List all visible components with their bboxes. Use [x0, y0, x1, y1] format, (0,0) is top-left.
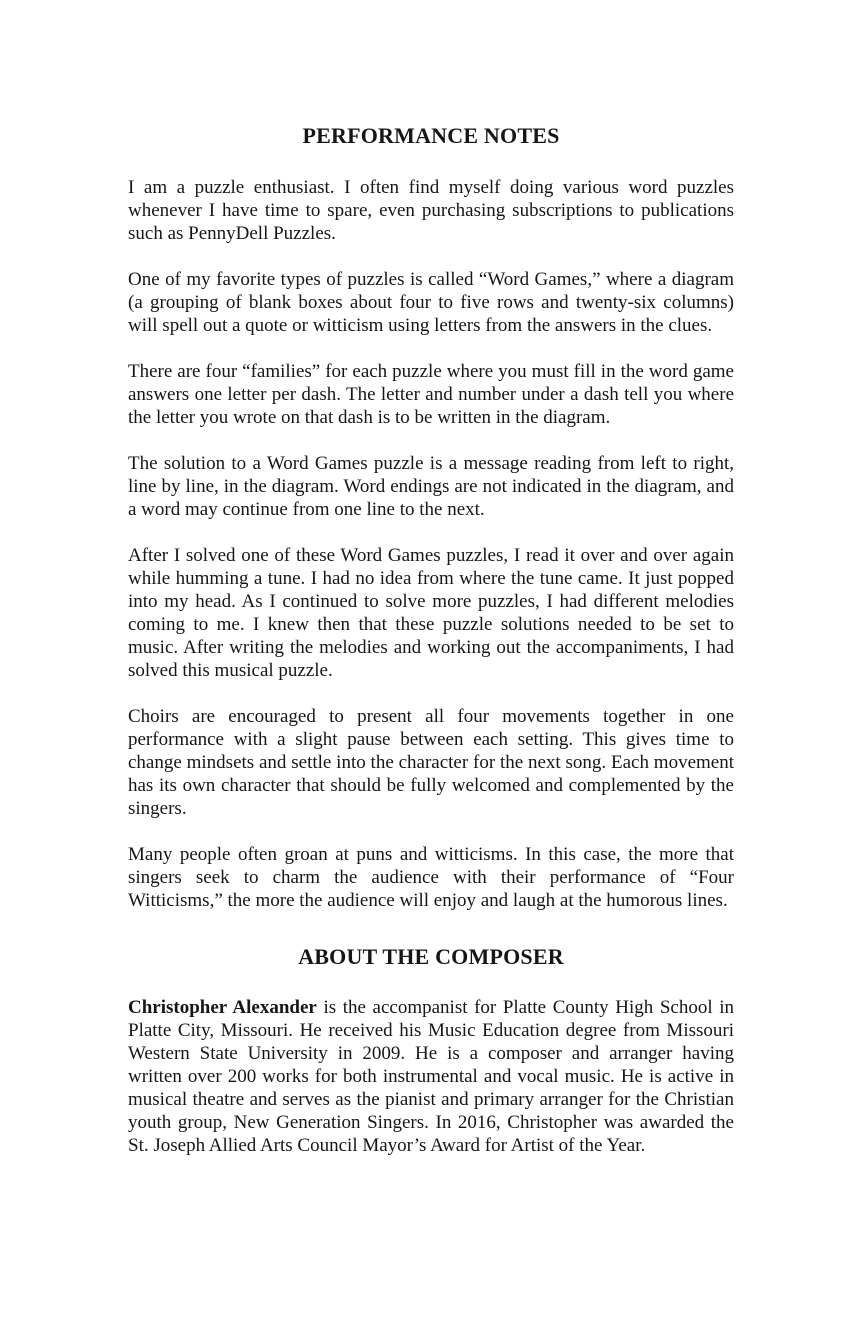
performance-notes-heading: PERFORMANCE NOTES	[302, 123, 560, 148]
paragraph-word-games-description: One of my favorite types of puzzles is called “Word Games,” where a diagram (a grouping of blank boxes about four to five rows and twenty-six columns) will spell out a quote or witticism using letters from the answers in the clues.	[128, 269, 734, 336]
composer-bio-paragraph	[128, 996, 734, 1157]
paragraph-humming-tune: After I solved one of these Word Games puzzles, I read it over and over again while humming a tune. I had no idea from where the tune came. It just popped into my head. As I continued to solve more puzzles, I had different melodies coming to me. I knew then that these puzzle solutions needed to be set to music. After writing the melodies and working out the accompaniments, I had solved this musical puzzle.	[128, 545, 734, 681]
paragraph-four-families: There are four “families” for each puzzle where you must fill in the word game answers one letter per dash. The letter and number under a dash tell you where the letter you wrote on that dash is to be written in the diagram.	[128, 361, 734, 428]
paragraph-choirs-encouraged: Choirs are encouraged to present all four movements together in one performance with a slight pause between each setting. This gives time to change mindsets and settle into the character for the next song. Each movement has its own character that should be fully welcomed and complemented by the singers.	[128, 706, 734, 819]
composer-bio-text: is the accompanist for Platte County High School in Platte City, Missouri. He received his Music Education degree from Missouri Western State University in 2009. He is a composer and arranger having written over 200 works for both instrumental and vocal music. He is active in musical theatre and serves as the pianist and primary arranger for the Christian youth group, New Generation Singers. In 2016, Christopher was awarded the St. Joseph Allied Arts Council Mayor’s Award for Artist of the Year.	[128, 997, 734, 1156]
paragraph-solution-reading: The solution to a Word Games puzzle is a message reading from left to right, line by line, in the diagram. Word endings are not indicated in the diagram, and a word may continue from one line to the next.	[128, 453, 734, 520]
paragraph-puzzle-enthusiast: I am a puzzle enthusiast. I often find myself doing various word puzzles whenever I have time to spare, even purchasing subscriptions to publications such as PennyDell Puzzles.	[128, 177, 734, 244]
about-composer-heading: ABOUT THE COMPOSER	[298, 944, 564, 969]
paragraph-puns-witticisms: Many people often groan at puns and witticisms. In this case, the more that singers seek to charm the audience with their performance of “Four Witticisms,” the more the audience will enjoy and laugh at the humorous lines.	[128, 844, 734, 911]
performance-notes-section	[128, 176, 734, 912]
composer-name: Christopher Alexander	[128, 997, 317, 1018]
about-composer-section	[128, 996, 734, 1157]
